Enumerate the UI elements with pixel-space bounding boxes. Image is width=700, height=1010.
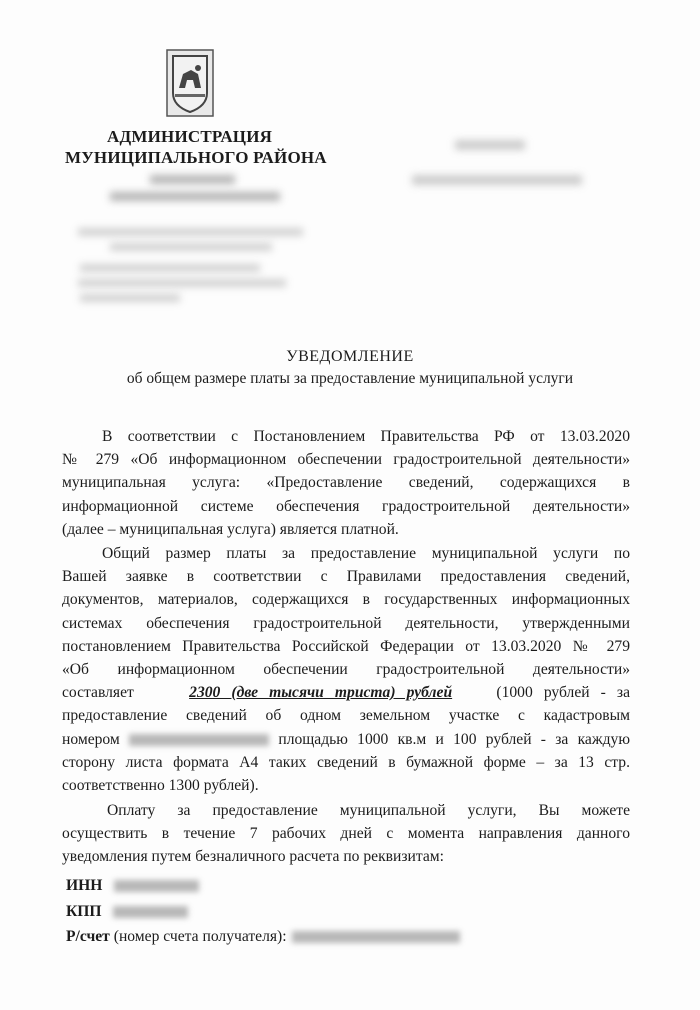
text-line: уведомления путем безналичного расчета по реквизитам: (62, 848, 445, 866)
text-line: предоставление сведений об одном земельном участке с кадастровым (62, 707, 630, 725)
text-line: Общий размер платы за предоставление муниципальной услуги по (102, 545, 630, 562)
fee-amount: 2300 (две тысячи триста) рублей (189, 684, 453, 702)
coat-of-arms-icon (165, 48, 215, 118)
redacted-address-line (78, 279, 286, 287)
text-line (62, 728, 630, 751)
inn-row (66, 877, 199, 895)
kpp-label: КПП (66, 903, 102, 920)
redacted-account-number (292, 931, 460, 943)
text-line: Вашей заявке в соответствии с Правилами предоставления сведений, (62, 568, 630, 586)
redacted-kpp (113, 906, 188, 918)
redacted-cadastral-number (129, 734, 269, 746)
amount-suffix: (1000 рублей - за (496, 684, 631, 702)
notice-title: УВЕДОМЛЕНИЕ (286, 348, 414, 365)
redacted-address-line (80, 264, 260, 272)
redacted-address-line (78, 228, 303, 236)
text-line: В соответствии с Постановлением Правительства РФ от 13.03.2020 (102, 428, 630, 445)
redacted-recipient-address (412, 175, 582, 185)
redacted-address-line (110, 243, 272, 251)
inn-label: ИНН (66, 877, 103, 894)
account-note: (номер счета получателя): (113, 928, 287, 945)
paragraph-3 (62, 799, 630, 869)
text-line: информационной системе обеспечения градостроительной деятельности» (62, 497, 630, 515)
text-line: Оплату за предоставление муниципальной услуги, Вы можете (107, 802, 630, 819)
paragraph-1 (62, 425, 630, 541)
redacted-org-line (150, 175, 235, 184)
account-row (66, 928, 460, 946)
redacted-address-line (80, 294, 180, 302)
cadastral-suffix: площадью 1000 кв.м и 100 рублей - за каждую (278, 730, 630, 748)
text-line: соответственно 1300 рублей). (62, 777, 259, 795)
notice-subtitle: об общем размере платы за предоставление муниципальной услуги (126, 370, 574, 387)
redacted-inn (114, 880, 199, 892)
text-line: постановлением Правительства Российской Федерации от 13.03.2020 № 279 (62, 637, 630, 655)
paragraph-2 (62, 542, 630, 797)
text-line: муниципальная услуга: «Предоставление сведений, содержащихся в (62, 474, 630, 492)
text-line: осуществить в течение 7 рабочих дней с момента направления данного (62, 825, 630, 843)
org-name-line1: АДМИНИСТРАЦИЯ (107, 127, 273, 146)
org-name-line2: МУНИЦИПАЛЬНОГО РАЙОНА (65, 148, 327, 167)
account-label: Р/счет (66, 928, 110, 945)
text-line: (далее – муниципальная услуга) является платной. (62, 520, 399, 538)
amount-prefix: составляет (62, 684, 134, 702)
text-line: «Об информационном обеспечении градостроительной деятельности» (62, 661, 630, 679)
text-line: документов, материалов, содержащихся в государственных информационных (62, 591, 630, 609)
text-line: системах обеспечения градостроительной деятельности, утвержденными (62, 614, 630, 632)
text-line: № 279 «Об информационном обеспечении градостроительной деятельности» (62, 451, 630, 469)
redacted-org-line (110, 192, 280, 201)
text-line (62, 681, 630, 704)
kpp-row (66, 903, 188, 921)
text-line: сторону листа формата А4 таких сведений в бумажной форме – за 13 стр. (62, 753, 630, 771)
redacted-recipient-name (455, 140, 525, 150)
cadastral-prefix: номером (62, 730, 120, 748)
